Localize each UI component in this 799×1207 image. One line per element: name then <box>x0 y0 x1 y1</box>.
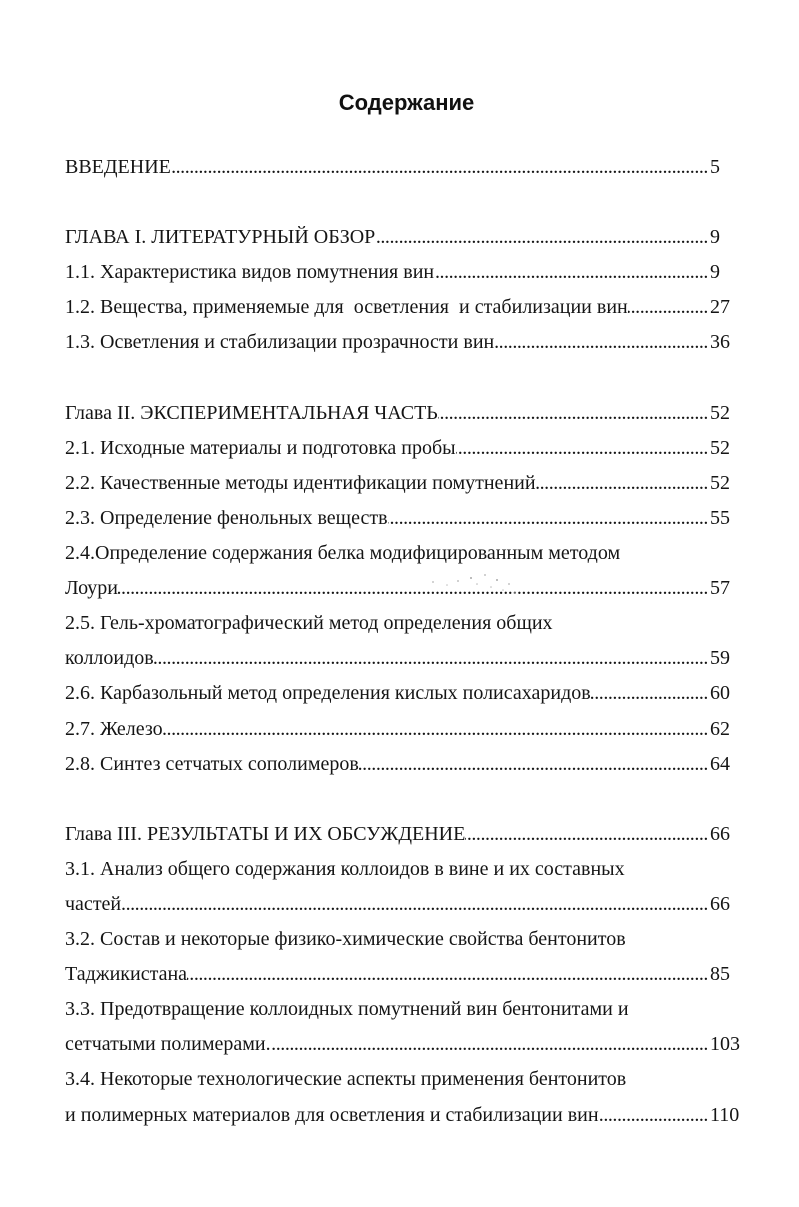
label-with-leader <box>65 220 710 255</box>
label-with-leader <box>65 957 710 992</box>
toc-entry-label: коллоидов <box>65 647 154 670</box>
table-of-contents <box>65 150 755 1133</box>
toc-entry-2-5 <box>65 606 755 676</box>
dot-leader <box>494 325 710 360</box>
toc-page-number: 103 <box>710 1033 740 1056</box>
toc-entry-1-2 <box>65 290 755 325</box>
dot-leader <box>118 571 710 606</box>
label-with-leader <box>65 325 710 360</box>
toc-entry-2-8 <box>65 747 755 782</box>
label-with-leader <box>65 887 710 922</box>
dot-leader <box>465 817 710 852</box>
dot-leader <box>187 957 710 992</box>
toc-page-number: 66 <box>710 822 730 845</box>
toc-entry-label: ГЛАВА I. ЛИТЕРАТУРНЫЙ ОБЗОР <box>65 226 376 249</box>
toc-entry-label-line: 2.4.Определение содержания белка модифицированным методом <box>65 542 621 565</box>
toc-entry-label: 2.7. Железо <box>65 717 163 740</box>
toc-entry-introduction <box>65 150 755 185</box>
toc-entry-last-line <box>65 957 755 992</box>
toc-entry-label-line: 3.3. Предотвращение коллоидных помутнений вин бентонитами и <box>65 998 629 1021</box>
toc-entry-label-line: 3.2. Состав и некоторые физико-химические свойства бентонитов <box>65 928 626 951</box>
label-with-leader <box>65 676 710 711</box>
toc-entry-1-3 <box>65 325 755 360</box>
dot-leader <box>628 290 710 325</box>
toc-page-number: 85 <box>710 963 730 986</box>
toc-entry-2-4 <box>65 536 755 606</box>
toc-page-number: 60 <box>710 682 730 705</box>
toc-entry-last-line <box>65 1027 755 1062</box>
toc-entry-3-4 <box>65 1062 755 1132</box>
dot-leader <box>375 220 710 255</box>
toc-page-number: 57 <box>710 577 730 600</box>
toc-section-chapter-1 <box>65 220 755 360</box>
scan-speckle <box>425 560 525 605</box>
toc-entry-label: Глава III. РЕЗУЛЬТАТЫ И ИХ ОБСУЖДЕНИЕ <box>65 822 466 845</box>
toc-page-number: 52 <box>710 401 730 424</box>
toc-entry-label: 2.6. Карбазольный метод определения кислых полисахаридов <box>65 682 591 705</box>
toc-page-number: 55 <box>710 506 730 529</box>
dot-leader <box>163 712 710 747</box>
toc-chapter-3-heading <box>65 817 755 852</box>
toc-section-introduction <box>65 150 755 185</box>
toc-entry-2-1 <box>65 431 755 466</box>
label-with-leader <box>65 1098 710 1133</box>
label-with-leader <box>65 747 710 782</box>
dot-leader <box>438 396 710 431</box>
toc-page-number: 110 <box>710 1103 740 1126</box>
toc-entry-last-line <box>65 641 755 676</box>
dot-leader <box>388 501 710 536</box>
toc-page-number: 52 <box>710 471 730 494</box>
toc-entry-label: 1.3. Осветления и стабилизации прозрачности вин <box>65 331 495 354</box>
label-with-leader <box>65 501 710 536</box>
dot-leader <box>434 255 710 290</box>
label-with-leader <box>65 571 710 606</box>
label-with-leader <box>65 150 710 185</box>
toc-page-number: 64 <box>710 752 730 775</box>
toc-entry-last-line <box>65 571 755 606</box>
toc-entry-3-2 <box>65 922 755 992</box>
toc-entry-label: 1.1. Характеристика видов помутнения вин <box>65 261 435 284</box>
toc-entry-label: Таджикистана <box>65 963 188 986</box>
label-with-leader <box>65 712 710 747</box>
toc-page-number: 66 <box>710 892 730 915</box>
label-with-leader <box>65 255 710 290</box>
toc-section-chapter-3 <box>65 817 755 1133</box>
toc-page-number: 52 <box>710 436 730 459</box>
toc-entry-label-line: 3.1. Анализ общего содержания коллоидов в вине и их составных <box>65 857 625 880</box>
label-with-leader <box>65 396 710 431</box>
toc-entry-label: частей <box>65 892 122 915</box>
toc-entry-2-2 <box>65 466 755 501</box>
toc-entry-label: сетчатыми полимерами. <box>65 1033 271 1056</box>
toc-entry-last-line <box>65 887 755 922</box>
toc-chapter-1-heading <box>65 220 755 255</box>
toc-entry-label: 1.2. Вещества, применяемые для осветления и стабилизации вин <box>65 296 628 319</box>
toc-entry-label: 2.8. Синтез сетчатых сополимеров <box>65 752 359 775</box>
toc-entry-label-line: 3.4. Некоторые технологические аспекты применения бентонитов <box>65 1068 627 1091</box>
toc-chapter-2-heading <box>65 396 755 431</box>
toc-entry-label: 2.1. Исходные материалы и подготовка пробы <box>65 436 456 459</box>
toc-entry-label: Глава II. ЭКСПЕРИМЕНТАЛЬНАЯ ЧАСТЬ <box>65 401 438 424</box>
label-with-leader <box>65 466 710 501</box>
toc-page-number: 9 <box>710 261 720 284</box>
toc-entry-label: ВВЕДЕНИЕ <box>65 156 171 178</box>
toc-page-number: 62 <box>710 717 730 740</box>
label-with-leader <box>65 1027 710 1062</box>
toc-entry-label: 2.2. Качественные методы идентификации помутнений <box>65 471 536 494</box>
toc-title: Содержание <box>338 90 475 115</box>
toc-section-chapter-2 <box>65 396 755 782</box>
toc-page-number: 5 <box>710 156 720 178</box>
label-with-leader <box>65 817 710 852</box>
dot-leader <box>536 466 710 501</box>
dot-leader <box>359 747 710 782</box>
toc-page-number: 9 <box>710 226 720 249</box>
dot-leader <box>271 1027 710 1062</box>
toc-page-number: 27 <box>710 296 730 319</box>
toc-entry-label: 2.3. Определение фенольных веществ <box>65 506 388 529</box>
dot-leader <box>456 431 710 466</box>
dot-leader <box>591 676 710 711</box>
dot-leader <box>171 150 710 185</box>
toc-entry-2-3 <box>65 501 755 536</box>
toc-entry-3-1 <box>65 852 755 922</box>
toc-entry-2-6 <box>65 676 755 711</box>
toc-entry-label-line: 2.5. Гель-хроматографический метод определения общих <box>65 612 553 635</box>
toc-page-number: 59 <box>710 647 730 670</box>
toc-page-number: 36 <box>710 331 730 354</box>
toc-entry-3-3 <box>65 992 755 1062</box>
dot-leader <box>154 641 710 676</box>
dot-leader <box>121 887 710 922</box>
dot-leader <box>599 1098 710 1133</box>
label-with-leader <box>65 290 710 325</box>
toc-entry-1-1 <box>65 255 755 290</box>
toc-entry-label: и полимерных материалов для осветления и стабилизации вин <box>65 1103 599 1126</box>
toc-entry-label: Лоури <box>65 577 119 600</box>
label-with-leader <box>65 641 710 676</box>
toc-entry-last-line <box>65 1098 755 1133</box>
toc-entry-2-7 <box>65 712 755 747</box>
label-with-leader <box>65 431 710 466</box>
